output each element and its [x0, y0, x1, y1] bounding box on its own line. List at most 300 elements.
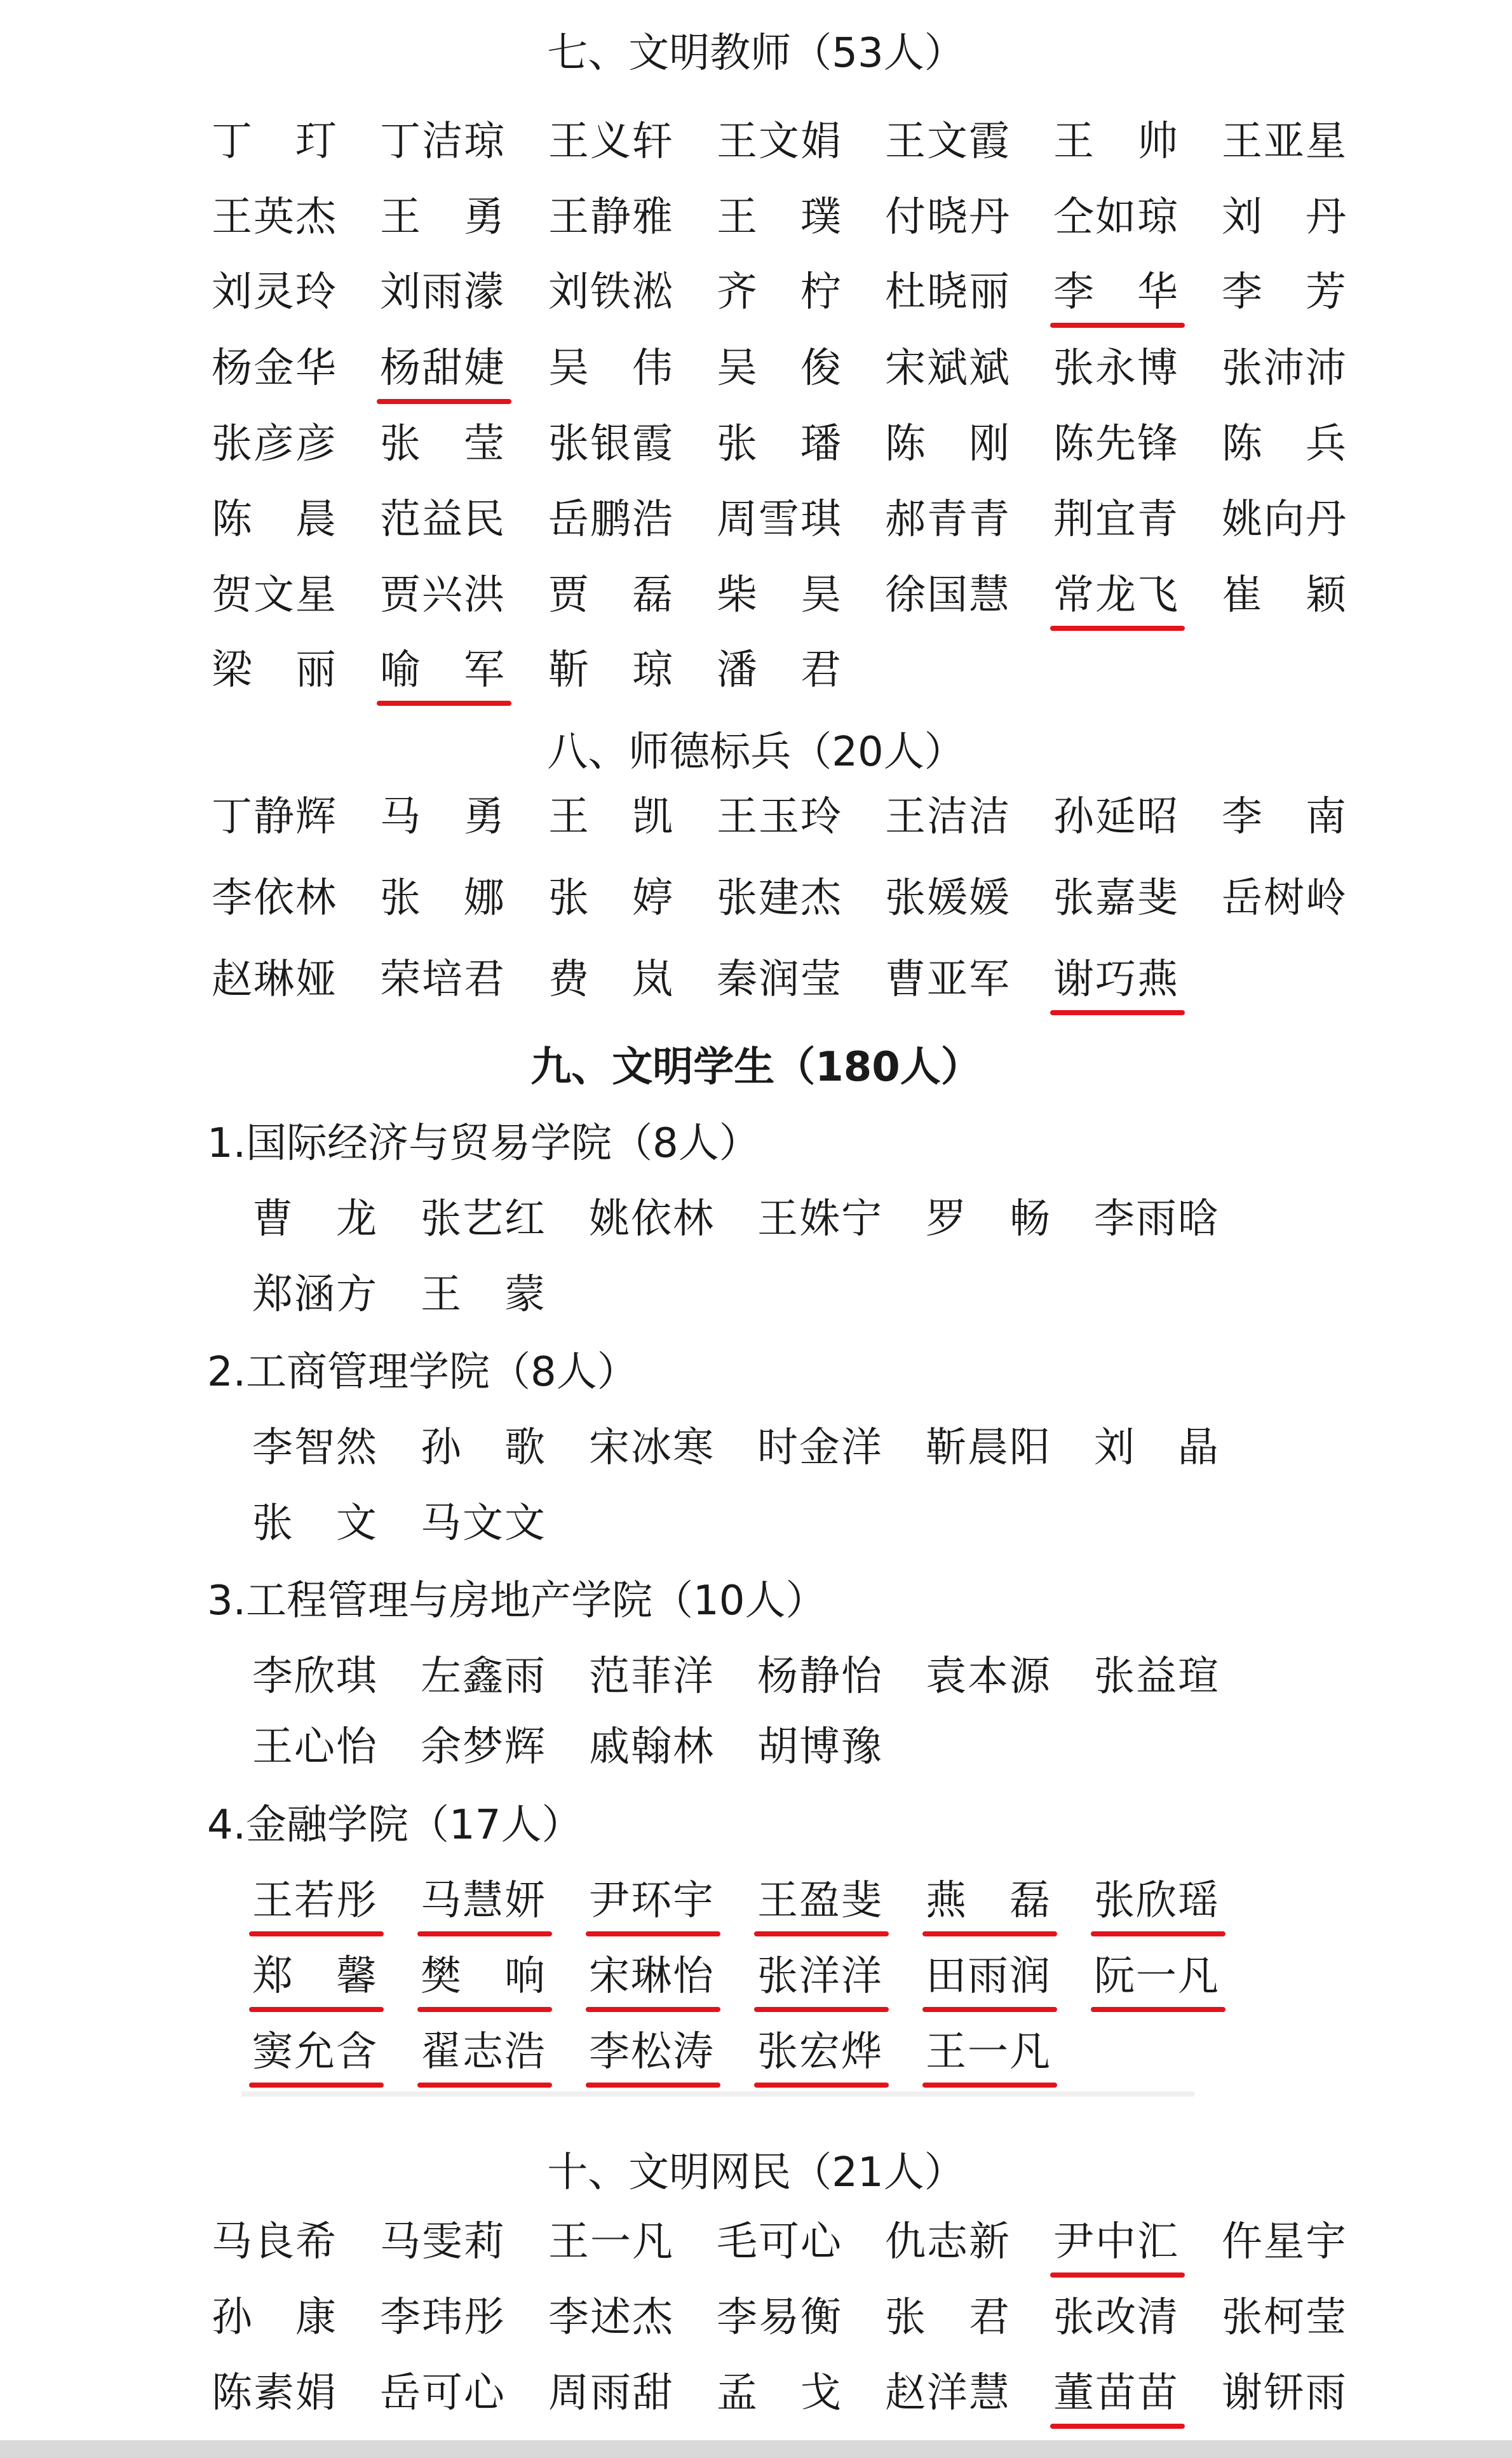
name-char: 苗: [1137, 2370, 1178, 2417]
name-char: [1095, 116, 1137, 167]
section-title: 十、文明网民（21人）: [547, 2149, 965, 2196]
name: [1221, 343, 1348, 400]
name-char: 孟: [717, 2370, 757, 2417]
name-char: 瑄: [1178, 1653, 1218, 1700]
name-char: 慧: [462, 1877, 503, 1924]
name-char: 岳: [380, 2370, 421, 2417]
name: [548, 343, 675, 400]
name-char: 兵: [1306, 421, 1346, 468]
name: [588, 1651, 715, 1708]
name-char: 刘: [380, 269, 421, 316]
name: [925, 1422, 1052, 1480]
name-char: 琪: [800, 496, 841, 543]
name-char: 李: [1222, 793, 1262, 841]
name-char: 嘉: [1095, 875, 1136, 922]
name-char: 娟: [800, 118, 841, 165]
name-char: 涛: [673, 2029, 713, 2076]
name-char: 董: [1053, 2370, 1094, 2417]
name-char: 莹: [800, 956, 841, 1003]
name-char: 姚: [1222, 496, 1262, 543]
name-char: [590, 954, 631, 1005]
name: [588, 1722, 715, 1779]
name-char: 姚: [589, 1196, 630, 1243]
name: [548, 570, 675, 627]
name-char: 瑶: [1178, 1877, 1218, 1924]
name-char: 兴: [422, 572, 462, 619]
name-char: 岳: [548, 496, 589, 543]
name-char: 左: [421, 1653, 461, 1700]
name-char: 张: [1053, 875, 1094, 922]
name-char: 辉: [295, 793, 336, 841]
name: [211, 2368, 338, 2425]
name-char: 一: [590, 2218, 631, 2266]
name-char: 毛: [717, 2218, 757, 2266]
name-char: 青: [969, 496, 1009, 543]
name-char: 宇: [673, 1877, 713, 1924]
name: [379, 192, 506, 249]
name-char: 孙: [212, 2294, 252, 2341]
name-char: 霞: [632, 421, 673, 468]
name-char: 媛: [927, 875, 968, 922]
name-char: 张: [1222, 2294, 1262, 2341]
name: [925, 1651, 1052, 1708]
name-char: 雯: [422, 2218, 462, 2266]
name-char: 姝: [799, 1196, 840, 1243]
name: [420, 1422, 547, 1480]
section-title: 八、师德标兵（20人）: [547, 729, 965, 776]
underlined-name: [1053, 954, 1180, 1011]
name: [379, 494, 506, 551]
name-char: 马: [421, 1500, 461, 1547]
name-char: 沛: [1306, 345, 1346, 392]
name-char: 仵: [1222, 2218, 1262, 2266]
name-char: [926, 419, 968, 469]
name: [1053, 792, 1180, 849]
name-char: 益: [422, 496, 462, 543]
name-char: 含: [336, 2029, 377, 2076]
name-char: [462, 1422, 504, 1473]
name-char: 王: [717, 194, 757, 241]
name-char: 一: [968, 2029, 1008, 2076]
name: [716, 570, 843, 627]
name: [379, 2368, 506, 2425]
name: [548, 116, 675, 173]
name-char: 文: [462, 1500, 503, 1547]
college-heading: 3.工程管理与房地产学院（10人）: [207, 1577, 827, 1624]
name-char: 鹏: [590, 496, 631, 543]
name-char: 青: [1137, 496, 1178, 543]
name-char: 怡: [673, 1953, 713, 2000]
name-char: 豫: [841, 1724, 882, 1771]
name-char: 彦: [295, 421, 336, 468]
name-char: 涵: [294, 1271, 335, 1318]
name: [379, 419, 506, 476]
name-char: 龙: [336, 1196, 377, 1243]
name-char: 琼: [464, 118, 504, 165]
name-char: 改: [1095, 2294, 1136, 2341]
name: [588, 1422, 715, 1480]
name-char: 晓: [927, 269, 968, 316]
name-char: 余: [421, 1724, 461, 1771]
name-char: 张: [885, 875, 926, 922]
name-char: 智: [294, 1424, 335, 1471]
section-title: 九、文明学生（180人）: [530, 1044, 982, 1091]
name-char: 荆: [1053, 496, 1094, 543]
name-char: 丁: [212, 118, 252, 165]
name-char: 杨: [212, 345, 252, 392]
name: [757, 1194, 884, 1251]
name-char: 青: [927, 496, 968, 543]
name-char: 时: [757, 1424, 798, 1471]
name-char: 齐: [717, 269, 757, 316]
name-char: 易: [759, 2294, 799, 2341]
name-char: [294, 1951, 335, 2002]
name-char: 陈: [1222, 421, 1262, 468]
name-char: 帅: [1137, 118, 1178, 165]
name-char: 王: [757, 1196, 798, 1243]
name-char: 玮: [422, 2294, 462, 2341]
name: [379, 267, 506, 324]
name-char: 阳: [1009, 1424, 1050, 1471]
name-char: 欣: [1136, 1877, 1177, 1924]
name: [1053, 419, 1180, 476]
name: [884, 116, 1011, 173]
name-char: 王: [926, 2029, 966, 2076]
name-char: 岭: [1306, 875, 1346, 922]
name: [716, 873, 843, 930]
name-char: 翰: [631, 1724, 672, 1771]
name-char: 晨: [968, 1424, 1008, 1471]
name-char: 贾: [548, 572, 589, 619]
name-char: [590, 873, 631, 924]
name-char: 轩: [632, 118, 673, 165]
name: [379, 954, 506, 1011]
name-char: 马: [380, 793, 421, 841]
name-char: 斌: [927, 345, 968, 392]
name: [252, 1422, 379, 1480]
name-char: 馨: [336, 1953, 377, 2000]
name-char: 琼: [1137, 194, 1178, 241]
name-char: 陈: [212, 2370, 252, 2417]
name-char: 志: [927, 2218, 968, 2266]
name-char: 琼: [632, 647, 673, 694]
underlined-name: [757, 1951, 884, 2008]
name-char: 李: [212, 875, 252, 922]
name: [211, 419, 338, 476]
name-char: 博: [1137, 345, 1178, 392]
name: [1221, 570, 1348, 627]
name-char: 洪: [464, 572, 504, 619]
name-char: 先: [1095, 421, 1136, 468]
name-char: 斐: [841, 1877, 882, 1924]
name-char: 郝: [885, 496, 926, 543]
name-char: 晓: [927, 194, 968, 241]
name-char: 王: [252, 1877, 293, 1924]
name-char: 磊: [632, 572, 673, 619]
name-char: 丁: [380, 118, 421, 165]
name-char: 丽: [969, 269, 1009, 316]
name-char: 芳: [1306, 269, 1346, 316]
name-char: 君: [969, 2294, 1009, 2341]
name: [548, 2217, 675, 2274]
name-char: 环: [631, 1877, 672, 1924]
name: [211, 494, 338, 551]
underlined-name: [1053, 2217, 1180, 2274]
name-char: 中: [1095, 2218, 1136, 2266]
name: [757, 1651, 884, 1708]
name: [884, 419, 1011, 476]
name: [716, 419, 843, 476]
underlined-name: [252, 1875, 379, 1933]
name-char: 雨: [968, 1953, 1008, 2000]
name-char: 张: [1053, 345, 1094, 392]
name-char: 允: [294, 2029, 335, 2076]
name: [211, 954, 338, 1011]
name-char: 宋: [589, 1424, 630, 1471]
name: [211, 343, 338, 400]
name-char: 建: [759, 875, 799, 922]
name-char: [253, 645, 295, 696]
name: [716, 2217, 843, 2274]
name-char: 李: [548, 2294, 589, 2341]
name-char: 本: [968, 1653, 1008, 1700]
name-char: 怡: [336, 1724, 377, 1771]
name-char: 璠: [800, 421, 841, 468]
name-char: 雨: [422, 269, 462, 316]
name-char: 然: [336, 1424, 377, 1471]
underlined-name: [1093, 1951, 1220, 2008]
name-char: 康: [295, 2294, 336, 2341]
name-char: 俊: [800, 345, 841, 392]
name: [1221, 419, 1348, 476]
name-char: 郑: [252, 1271, 293, 1318]
name-char: 张: [380, 875, 421, 922]
name: [1221, 494, 1348, 551]
name-char: 洁: [969, 793, 1009, 841]
name-char: 华: [295, 345, 336, 392]
name-char: 张: [421, 1196, 461, 1243]
name: [716, 2292, 843, 2349]
name: [716, 343, 843, 400]
name-char: 李: [252, 1653, 293, 1700]
name: [420, 1269, 547, 1327]
name-char: 宋: [589, 1953, 630, 2000]
name: [1093, 1651, 1220, 1708]
name-char: 谢: [1222, 2370, 1262, 2417]
name: [884, 792, 1011, 849]
name-char: 磊: [1009, 1877, 1050, 1924]
name-char: 赵: [212, 956, 252, 1003]
name-char: 冰: [631, 1424, 672, 1471]
name-char: 张: [548, 875, 589, 922]
name-char: [421, 192, 463, 243]
name-char: 曹: [252, 1196, 293, 1243]
name-char: 君: [800, 647, 841, 694]
name-char: 张: [1094, 1877, 1135, 1924]
name: [211, 2292, 338, 2349]
name: [716, 2368, 843, 2425]
name-char: 畅: [1009, 1196, 1050, 1243]
name-char: 怡: [841, 1653, 882, 1700]
name: [548, 792, 675, 849]
name: [548, 419, 675, 476]
name-char: 张: [1094, 1653, 1135, 1700]
name-char: 寒: [673, 1424, 713, 1471]
name-char: [1263, 570, 1305, 621]
name-char: 星: [1306, 118, 1346, 165]
name-char: 慧: [969, 2370, 1009, 2417]
name-char: 红: [504, 1196, 545, 1243]
name-char: 宜: [1095, 496, 1136, 543]
college-heading: 4.金融学院（17人）: [207, 1802, 583, 1849]
name-char: 玲: [295, 269, 336, 316]
name-char: 林: [295, 875, 336, 922]
name: [757, 1422, 884, 1480]
name: [379, 792, 506, 849]
name-char: 凡: [1178, 1953, 1218, 2000]
underlined-name: [1053, 570, 1180, 627]
name: [548, 267, 675, 324]
name-char: 张: [717, 421, 757, 468]
name: [211, 645, 338, 702]
name-char: 林: [673, 1196, 713, 1243]
underlined-name: [1093, 1875, 1220, 1933]
name-char: [421, 792, 463, 842]
name-char: [294, 1498, 335, 1549]
name-char: 洁: [927, 793, 968, 841]
name-char: 钘: [1264, 2370, 1304, 2417]
name-char: 杜: [885, 269, 926, 316]
name: [379, 570, 506, 627]
name-char: [758, 267, 800, 318]
name-char: [253, 494, 295, 545]
name-char: 衡: [800, 2294, 841, 2341]
name-char: 凡: [632, 2218, 673, 2266]
name-char: 濛: [464, 269, 504, 316]
name-char: 华: [1137, 269, 1178, 316]
name: [1221, 792, 1348, 849]
name-char: 范: [380, 496, 421, 543]
name: [211, 873, 338, 930]
name-char: 曹: [885, 956, 926, 1003]
name-char: 戚: [589, 1724, 630, 1771]
name-char: [1263, 792, 1305, 842]
name: [211, 570, 338, 627]
name-char: 范: [589, 1653, 630, 1700]
name-char: 英: [253, 194, 294, 241]
name-char: 刘: [1222, 194, 1262, 241]
name: [716, 116, 843, 173]
name: [548, 192, 675, 249]
name-char: 依: [631, 1196, 672, 1243]
name-char: 李: [252, 1424, 293, 1471]
name-char: [253, 116, 295, 167]
name-char: 周: [548, 2370, 589, 2417]
name: [1053, 192, 1180, 249]
name-char: 娅: [295, 956, 336, 1003]
name-char: [253, 2292, 295, 2343]
name-char: 淞: [632, 269, 673, 316]
name-char: 晗: [1178, 1196, 1218, 1243]
name-char: 媛: [969, 875, 1009, 922]
underlined-name: [1053, 267, 1180, 324]
name: [716, 645, 843, 702]
name-char: 田: [926, 1953, 966, 2000]
name-char: 松: [631, 2029, 672, 2076]
name-char: 彤: [336, 1877, 377, 1924]
name: [548, 2292, 675, 2349]
name-char: 王: [717, 118, 757, 165]
name-char: 向: [1264, 496, 1304, 543]
name-char: 国: [927, 572, 968, 619]
name-char: 晨: [295, 496, 336, 543]
name-char: 若: [294, 1877, 335, 1924]
name-char: 银: [590, 421, 631, 468]
name-char: 付: [885, 194, 926, 241]
name-char: 崔: [1222, 572, 1262, 619]
name-char: 雨: [1136, 1196, 1177, 1243]
name-char: 颖: [1306, 572, 1346, 619]
name-char: 南: [1306, 793, 1346, 841]
name-char: [1095, 267, 1137, 318]
name-char: [590, 792, 631, 842]
name-char: 甜: [632, 2370, 673, 2417]
name-char: 丹: [969, 194, 1009, 241]
name: [884, 267, 1011, 324]
name: [884, 570, 1011, 627]
name-char: 燕: [926, 1877, 966, 1924]
name-char: 辉: [504, 1724, 545, 1771]
name-char: 马: [212, 2218, 252, 2266]
name-char: 莹: [1306, 2294, 1346, 2341]
name-char: 谢: [1053, 956, 1094, 1003]
name-char: 张: [252, 1500, 293, 1547]
name-char: 张: [717, 875, 757, 922]
name-char: 宇: [1306, 2218, 1346, 2266]
name: [379, 2292, 506, 2349]
name: [211, 116, 338, 173]
name: [1053, 116, 1180, 173]
name-char: 贾: [380, 572, 421, 619]
name-char: 霞: [969, 118, 1009, 165]
name-char: 刘: [212, 269, 252, 316]
name: [420, 1651, 547, 1708]
name: [884, 2292, 1011, 2349]
name: [211, 192, 338, 249]
name-char: 王: [757, 1877, 798, 1924]
name: [884, 873, 1011, 930]
name: [1053, 494, 1180, 551]
name-char: 凡: [1009, 2029, 1050, 2076]
name-char: 昭: [1137, 793, 1178, 841]
name: [716, 192, 843, 249]
name: [252, 1651, 379, 1708]
name-char: 王: [548, 118, 589, 165]
name-char: 志: [462, 2029, 503, 2076]
name-char: 戈: [800, 2370, 841, 2417]
name-char: 王: [421, 1271, 461, 1318]
name-char: 亚: [927, 956, 968, 1003]
name-char: 婕: [464, 345, 504, 392]
name-char: 吴: [548, 345, 589, 392]
underlined-name: [588, 2027, 715, 2084]
name-char: [1135, 1422, 1177, 1473]
name: [420, 1194, 547, 1251]
name-char: [1263, 267, 1305, 318]
name: [252, 1194, 379, 1251]
name-char: [590, 570, 631, 621]
name-char: 婷: [632, 875, 673, 922]
